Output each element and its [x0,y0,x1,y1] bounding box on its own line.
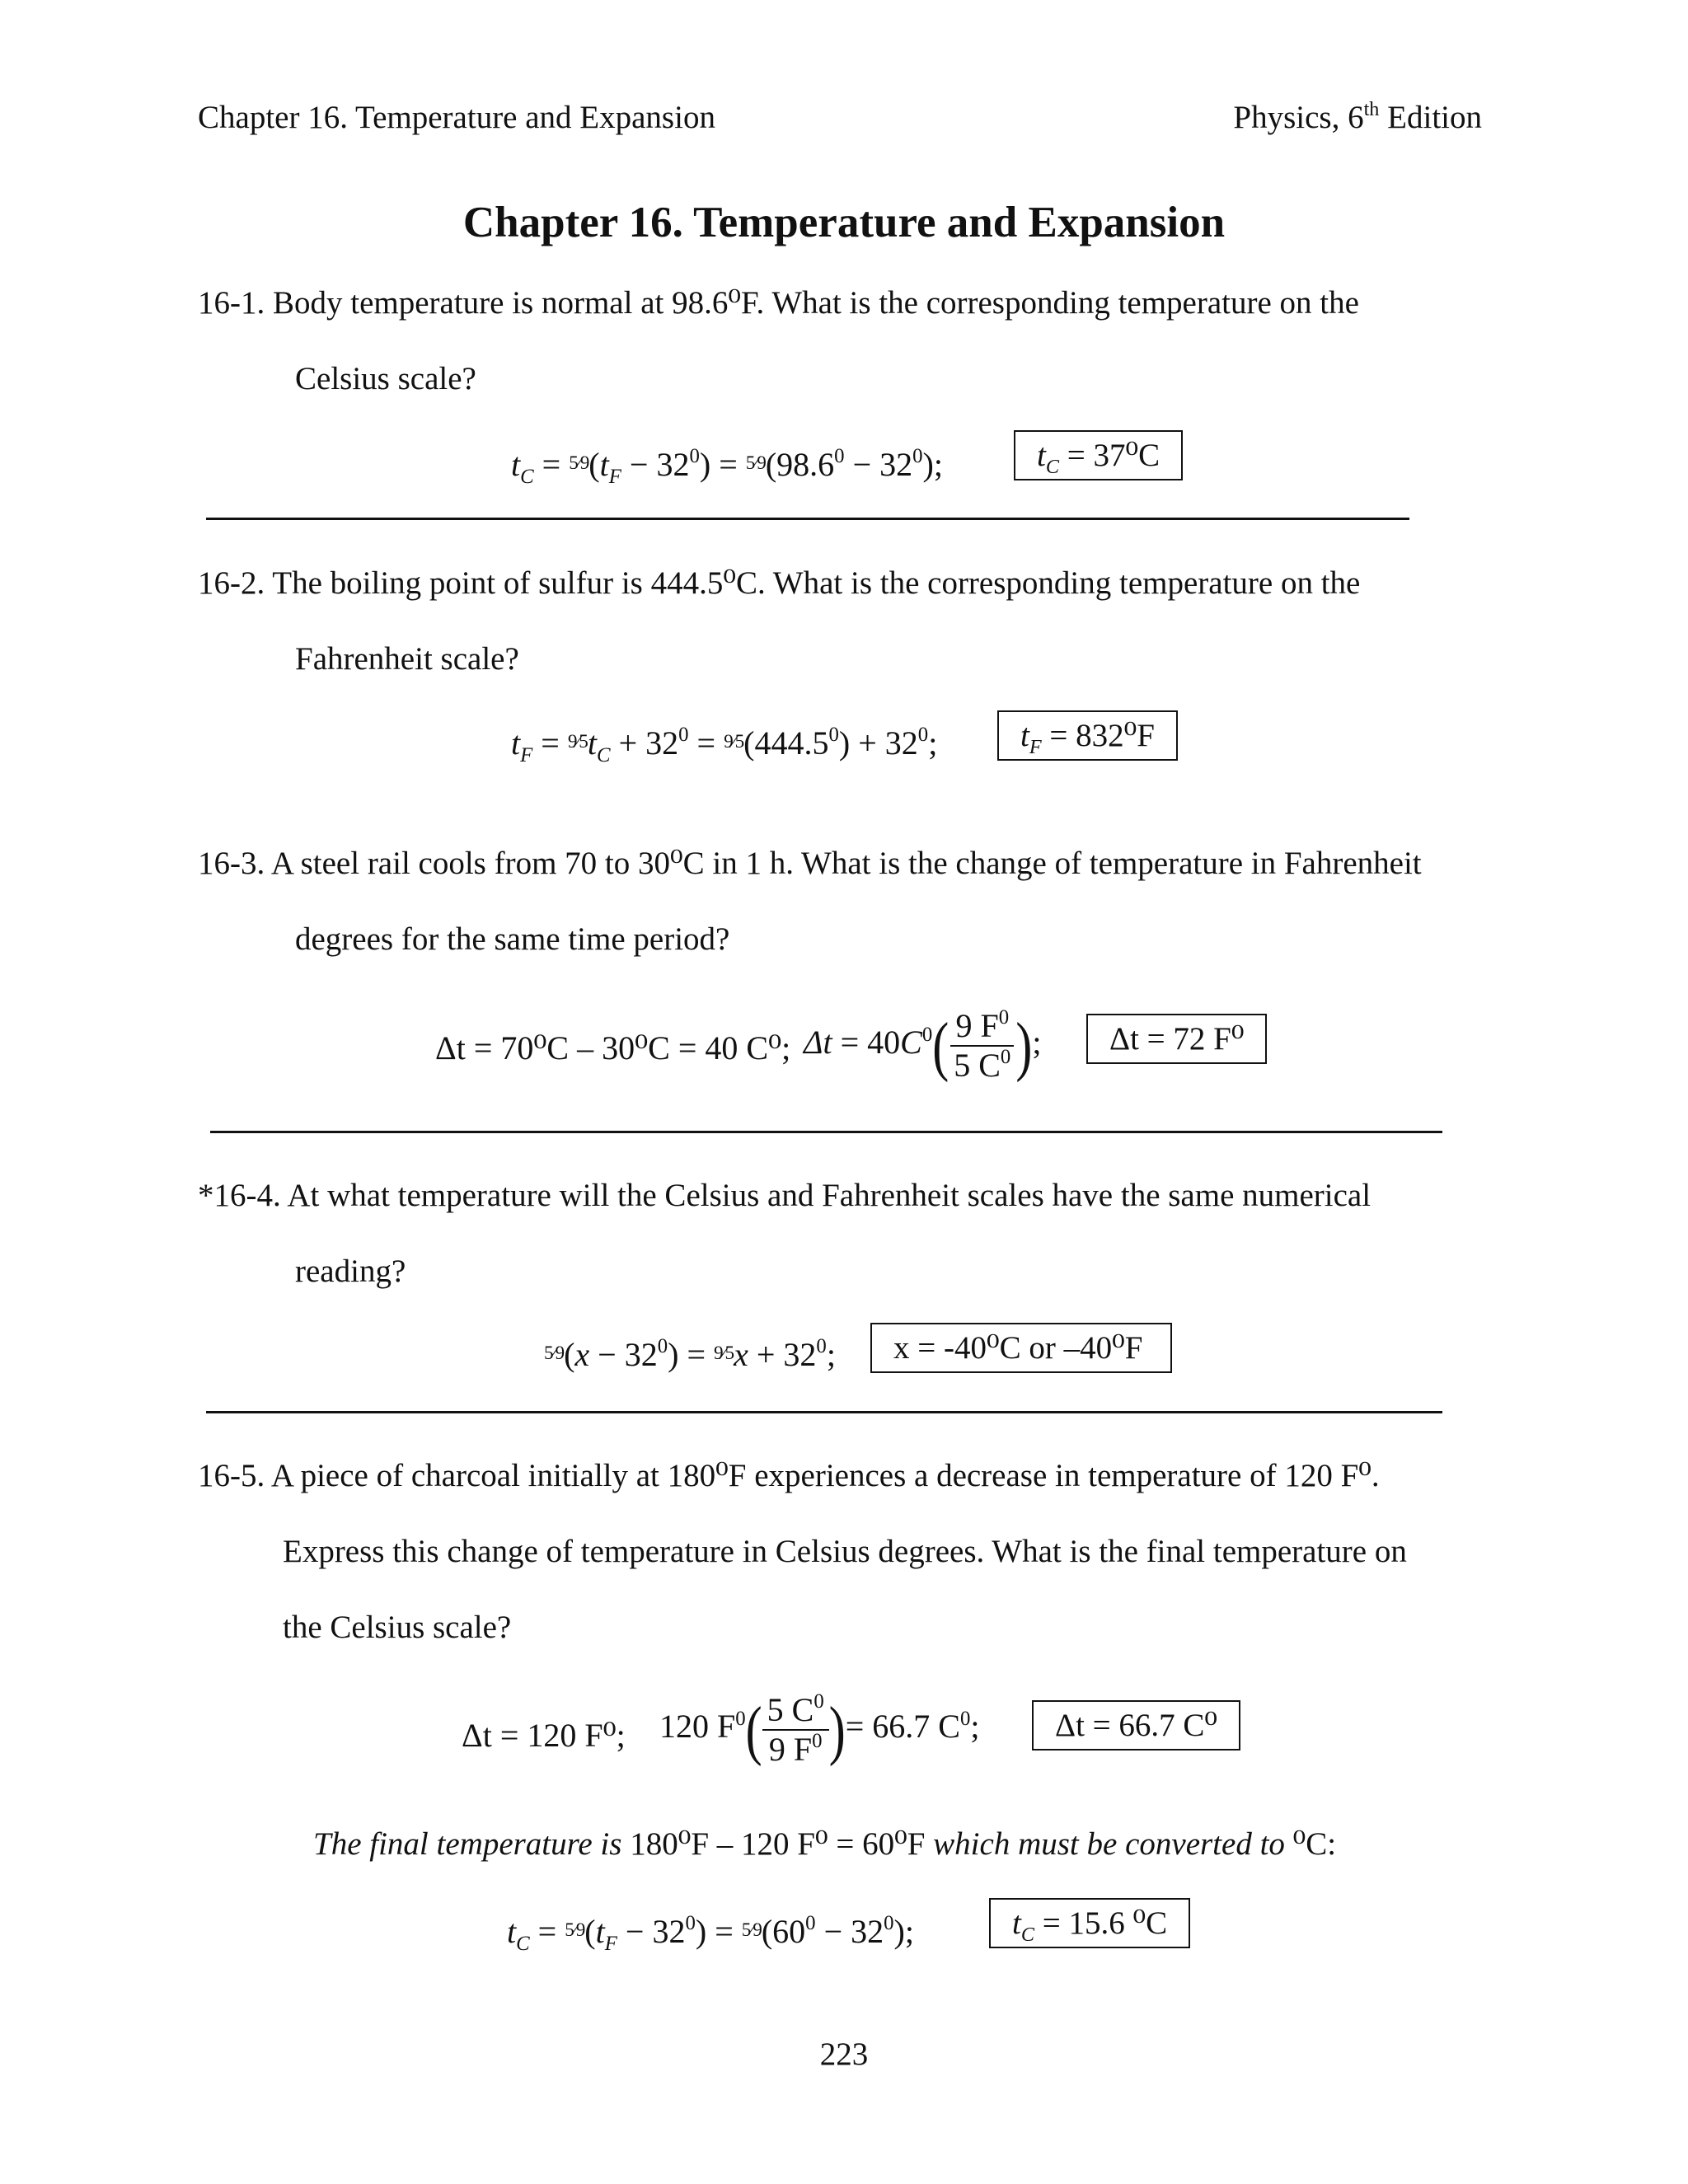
problem-16-3-text: 16-3. A steel rail cools from 70 to 30⁰C in 1 h. What is the change of temperature in Fahrenheit [198,846,1422,881]
problem-16-5-equation-c: $t_C$ = $5⁄9(t_F - 32^0)$ = $5⁄9(60^0 - 32^0)$; [507,1912,914,1955]
header-book-title: Physics, 6 [1233,100,1364,135]
problem-16-5-final-answer-box: $t_C = 15.6$ ⁰C [989,1898,1190,1948]
running-header-right [1233,99,1482,136]
problem-16-5-note [313,1825,1336,1863]
note-italic-a: The final temperature is [313,1826,622,1862]
problem-16-5-final-answer: 15.6 ⁰C [1068,1905,1168,1941]
problem-16-3-text-cont: degrees for the same time period? [295,921,730,957]
note-roman-b: 180⁰F – 120 F⁰ = 60⁰F [621,1826,934,1862]
header-edition-word: Edition [1379,100,1482,135]
divider [206,518,1409,520]
problem-16-1-answer-box: $t_C = 37^0C$ [1014,430,1183,480]
problem-16-4-text: *16-4. At what temperature will the Celsius and Fahrenheit scales have the same numerical [198,1178,1372,1213]
problem-16-5-answer-box: Δt = 66.7 C⁰ [1032,1700,1240,1750]
problem-16-2-answer-box: $t_F = 832^0F$ [997,710,1178,761]
problem-16-5-equation-a: Δt = 120 F⁰; [462,1717,626,1754]
problem-16-1-equation: $t_C$ = $5⁄9(t_F - 32^0)$ = $5⁄9(98.6^0 - 32^0)$; [511,445,943,488]
problem-16-2-text-cont: Fahrenheit scale? [295,641,519,677]
problem-16-3-equation-a: Δt = 70⁰C – 30⁰C = 40 C⁰; [435,1029,791,1066]
problem-16-2-equation: $t_F$ = $9⁄5t_C + 32^0$ = $9⁄5(444.5^0) + 32^0$; [511,724,938,766]
running-header-left: Chapter 16. Temperature and Expansion [198,100,715,135]
divider [210,1131,1442,1133]
problem-16-1-answer: 37⁰C [1093,438,1160,473]
page-number: 223 [819,2036,869,2072]
problem-16-4-answer-box: x = -40⁰C or –40⁰F [870,1323,1172,1373]
problem-16-5-text: 16-5. A piece of charcoal initially at 180⁰F experiences a decrease in temperature of 120 F⁰. [198,1458,1380,1493]
problem-16-3-answer-box: Δt = 72 F⁰ [1086,1014,1267,1064]
problem-16-5-text-cont: Express this change of temperature in Celsius degrees. What is the final temperature on [283,1534,1407,1569]
problem-16-3-equation-b: $\Delta t = 40C^0$( $\frac{9 F^0}{5 C^0}$ ); [804,1006,1042,1084]
divider [206,1411,1442,1413]
header-edition-suffix: th [1363,97,1380,120]
problem-16-1-text: 16-1. Body temperature is normal at 98.6⁰F. What is the corresponding temperature on the [198,285,1359,321]
problem-16-2-answer: 832⁰F [1076,718,1155,753]
problem-16-5-equation-b: 120 $F^0$( $\frac{5 C^0}{9 F^0}$ )= 66.7 $C^0$; [659,1690,980,1768]
problem-16-4-text-cont: reading? [295,1254,406,1289]
problem-16-4-equation: 5⁄9(x − $32^0$) = 9⁄5x + $32^0$; [544,1335,836,1373]
note-italic-c: which must be converted to [933,1826,1285,1862]
page-title: Chapter 16. Temperature and Expansion [462,199,1226,246]
problem-16-5-text-cont2: the Celsius scale? [283,1610,512,1645]
note-roman-d: ⁰C: [1284,1826,1337,1862]
problem-16-2-text: 16-2. The boiling point of sulfur is 444.5⁰C. What is the corresponding temperature on the [198,565,1361,601]
problem-16-1-text-cont: Celsius scale? [295,361,476,396]
